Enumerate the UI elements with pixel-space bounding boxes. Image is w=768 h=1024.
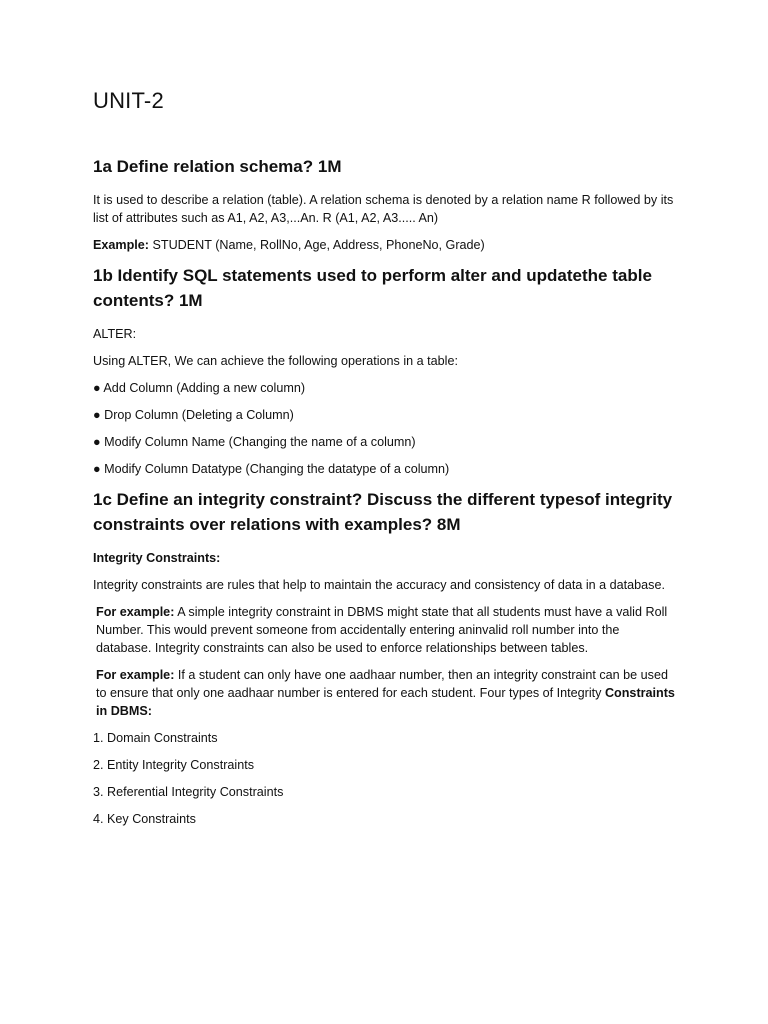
question-1b-heading: 1b Identify SQL statements used to perform alter and updatethe table contents? 1M	[93, 266, 652, 310]
example-1-label: For example:	[96, 605, 175, 619]
example-2-label: For example:	[96, 668, 175, 682]
list-item: 1. Domain Constraints	[93, 731, 218, 745]
alter-label: ALTER:	[93, 327, 137, 341]
example-2-text: If a student can only have one aadhaar number, then an integrity constraint can be used to ensure that only one aadhaar number is entered for each student. Four types of Integrity	[96, 668, 668, 700]
example-2-bold-tail: Constraints in DBMS:	[96, 686, 675, 718]
list-item: 4. Key Constraints	[93, 812, 196, 826]
example-2	[93, 666, 675, 720]
list-item: ● Modify Column Datatype (Changing the datatype of a column)	[93, 462, 450, 476]
list-item: ● Drop Column (Deleting a Column)	[93, 408, 294, 422]
list-item: ● Modify Column Name (Changing the name of a column)	[93, 435, 416, 449]
example-1-text: A simple integrity constraint in DBMS might state that all students must have a valid Roll Number. This would prevent someone from accidentally entering aninvalid roll number into the database. Integrity constraints can also be used to enforce relationships between tables.	[96, 605, 668, 655]
integrity-constraints-subheading: Integrity Constraints:	[93, 551, 221, 565]
integrity-definition: Integrity constraints are rules that help to maintain the accuracy and consistency of data in a database.	[93, 578, 665, 592]
list-item: 2. Entity Integrity Constraints	[93, 758, 254, 772]
question-1a-body: It is used to describe a relation (table). A relation schema is denoted by a relation name R followed by its list of attributes such as A1, A2, A3,...An. R (A1, A2, A3..... An)	[93, 193, 674, 225]
list-item: 3. Referential Integrity Constraints	[93, 785, 284, 799]
list-item: ● Add Column (Adding a new column)	[93, 381, 306, 395]
example-text: STUDENT (Name, RollNo, Age, Address, PhoneNo, Grade)	[149, 238, 485, 252]
question-1a-example	[93, 236, 675, 254]
question-1a-heading: 1a Define relation schema? 1M	[93, 157, 342, 176]
alter-intro: Using ALTER, We can achieve the following operations in a table:	[93, 354, 458, 368]
unit-title: UNIT-2	[93, 88, 164, 113]
example-label: Example:	[93, 238, 149, 252]
question-1c-heading: 1c Define an integrity constraint? Discuss the different typesof integrity constraints over relations with examples? 8M	[93, 490, 673, 534]
example-1	[93, 603, 675, 657]
